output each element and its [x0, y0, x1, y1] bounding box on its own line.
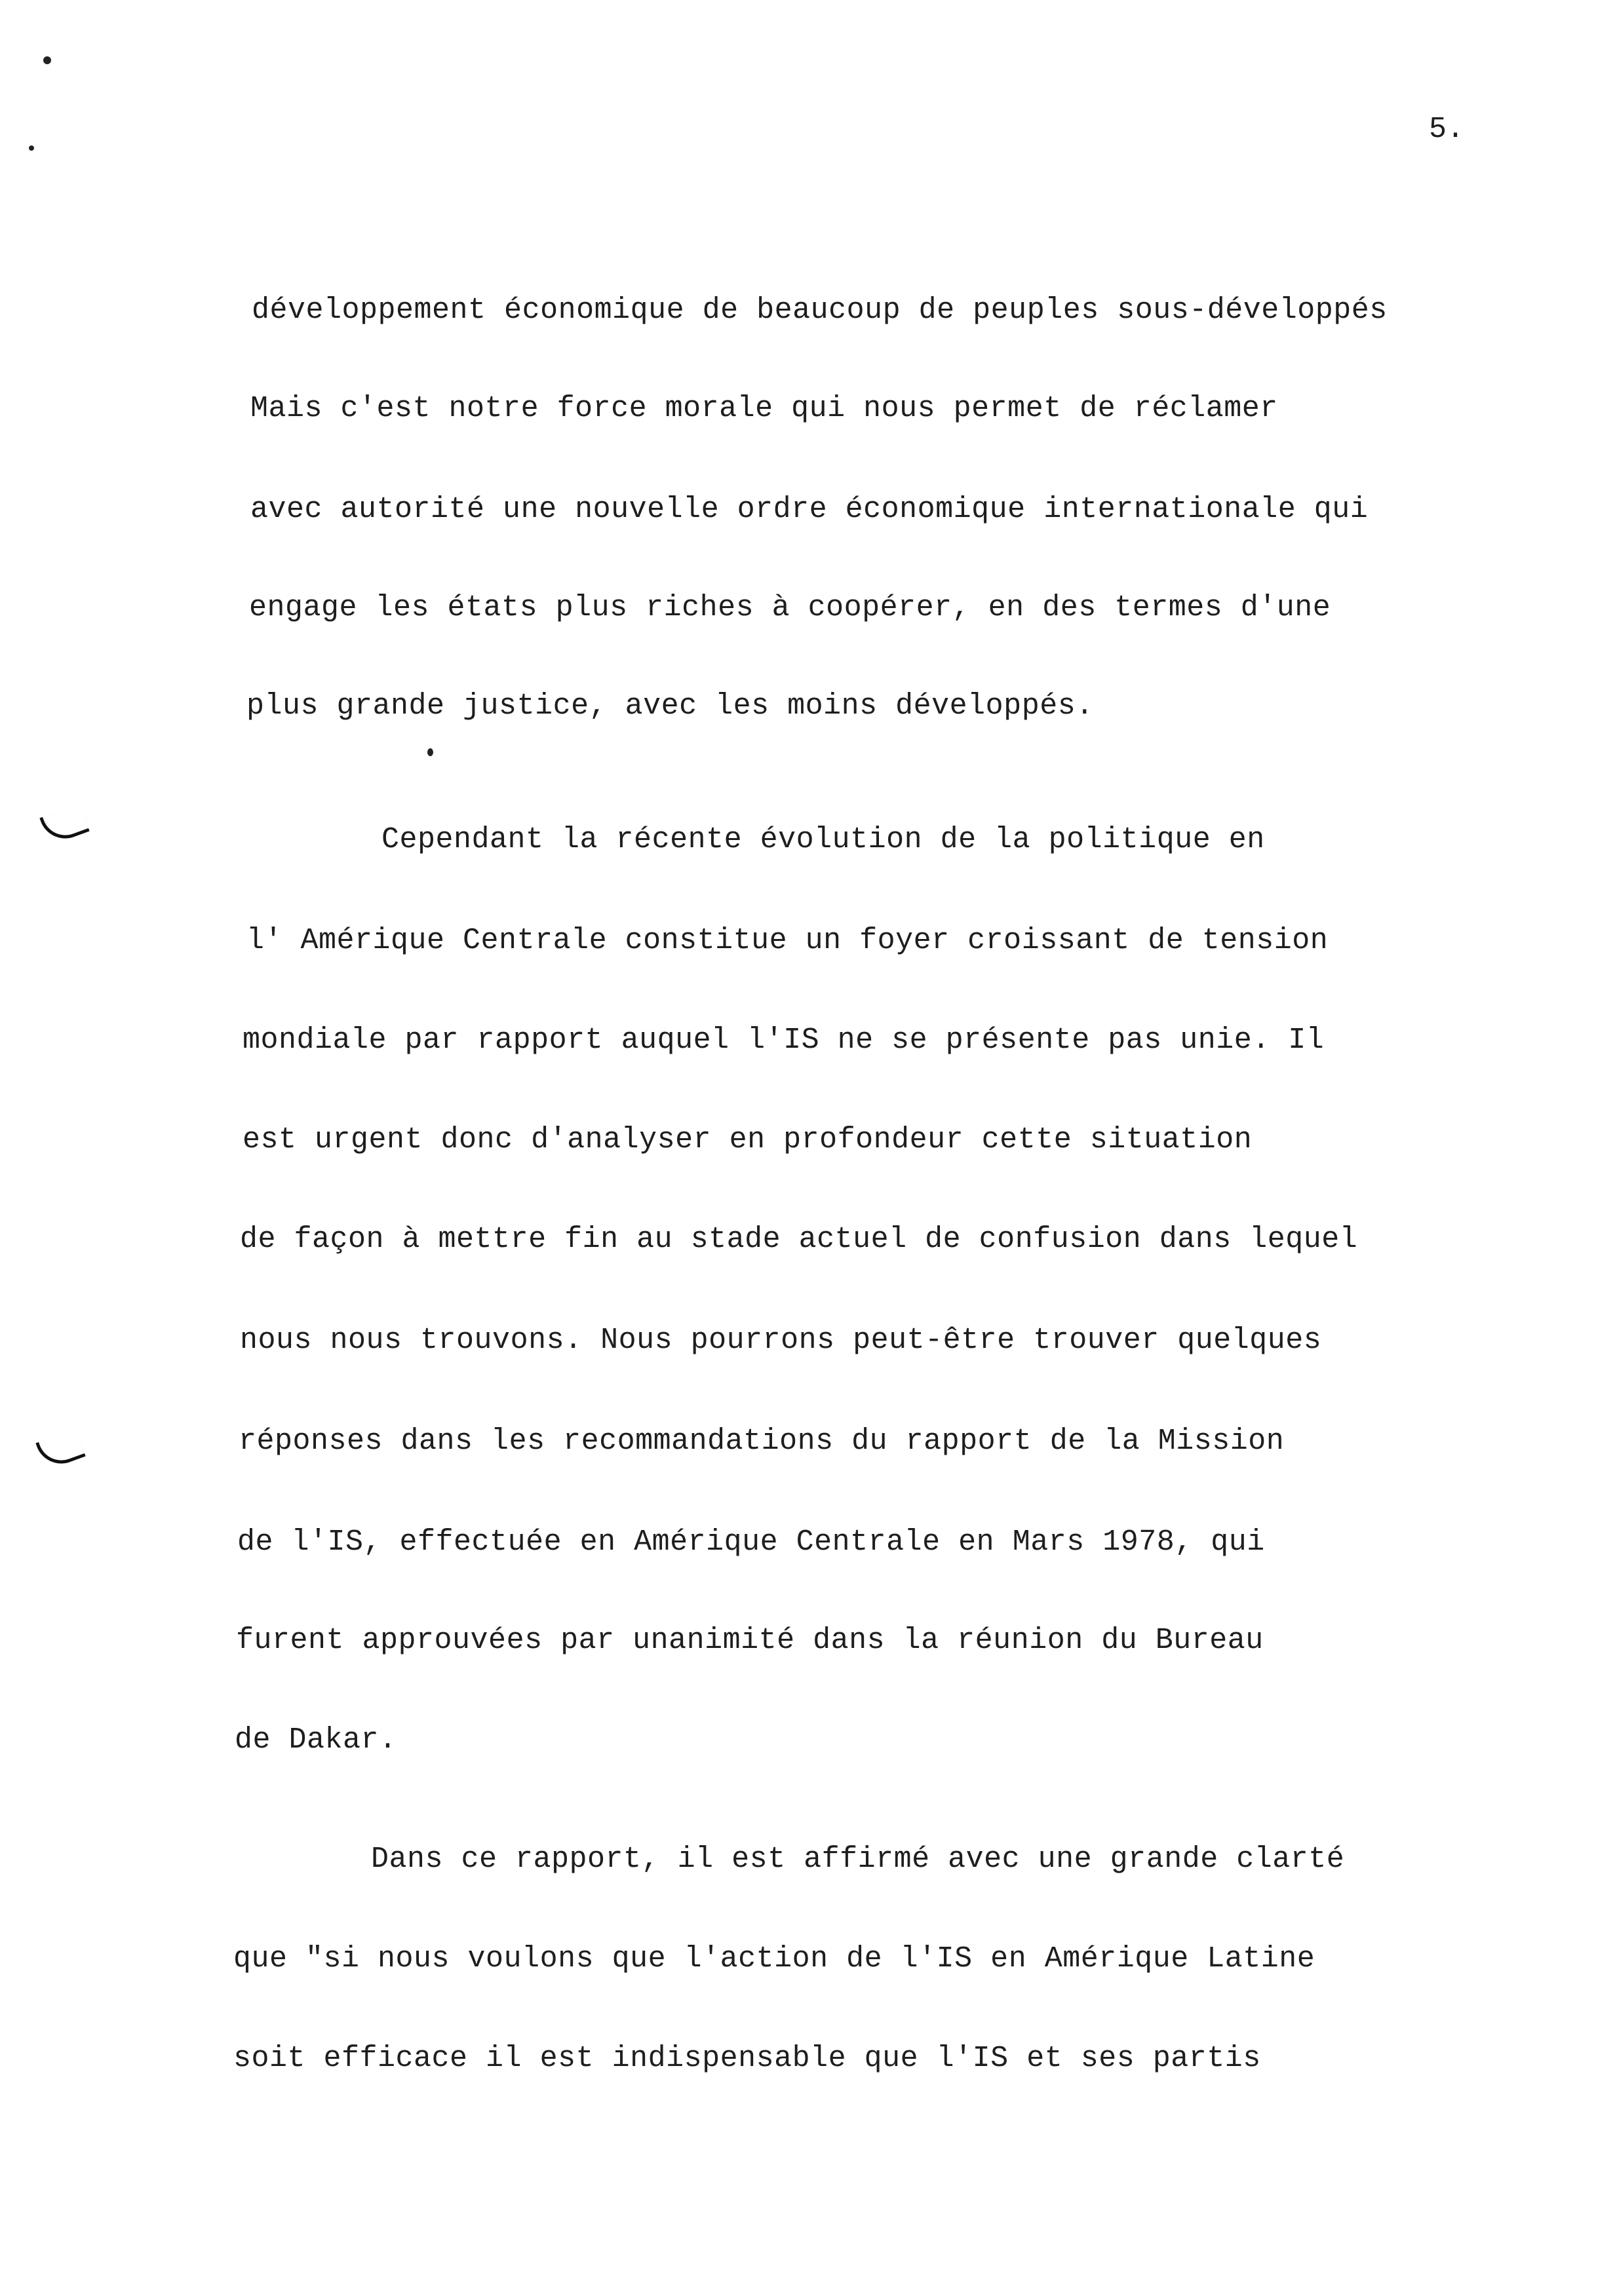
scan-speck	[29, 145, 34, 151]
text-line: réponses dans les recommandations du rapport de la Mission	[239, 1425, 1285, 1458]
scan-speck	[43, 56, 51, 64]
text-line: développement économique de beaucoup de peuples sous-développés	[252, 294, 1388, 327]
scan-speck	[427, 748, 433, 756]
text-line: mondiale par rapport auquel l'IS ne se présente pas unie. Il	[243, 1024, 1325, 1057]
text-line: soit efficace il est indispensable que l'IS et ses partis	[233, 2042, 1261, 2075]
text-line: Mais c'est notre force morale qui nous permet de réclamer	[250, 392, 1278, 425]
text-line: de Dakar.	[235, 1723, 397, 1757]
text-line: de façon à mettre fin au stade actuel de confusion dans lequel	[240, 1223, 1358, 1256]
text-line: plus grande justice, avec les moins développés.	[246, 689, 1094, 723]
punch-hole-mark	[39, 803, 89, 846]
text-line: furent approuvées par unanimité dans la réunion du Bureau	[236, 1624, 1264, 1657]
text-line: Dans ce rapport, il est affirmé avec une grande clarté	[371, 1843, 1345, 1876]
text-line: Cependant la récente évolution de la politique en	[381, 823, 1265, 856]
text-line: est urgent donc d'analyser en profondeur cette situation	[243, 1123, 1253, 1157]
text-line: de l'IS, effectuée en Amérique Centrale en Mars 1978, qui	[237, 1525, 1265, 1559]
text-line: nous nous trouvons. Nous pourrons peut-être trouver quelques	[240, 1324, 1322, 1357]
text-line: engage les états plus riches à coopérer, en des termes d'une	[249, 591, 1331, 624]
text-line: que "si nous voulons que l'action de l'IS en Amérique Latine	[233, 1942, 1315, 1976]
page-number: 5.	[1429, 113, 1465, 146]
text-line: l' Amérique Centrale constitue un foyer croissant de tension	[246, 924, 1329, 957]
text-line: avec autorité une nouvelle ordre économique internationale qui	[250, 493, 1369, 526]
punch-hole-mark	[35, 1428, 85, 1471]
